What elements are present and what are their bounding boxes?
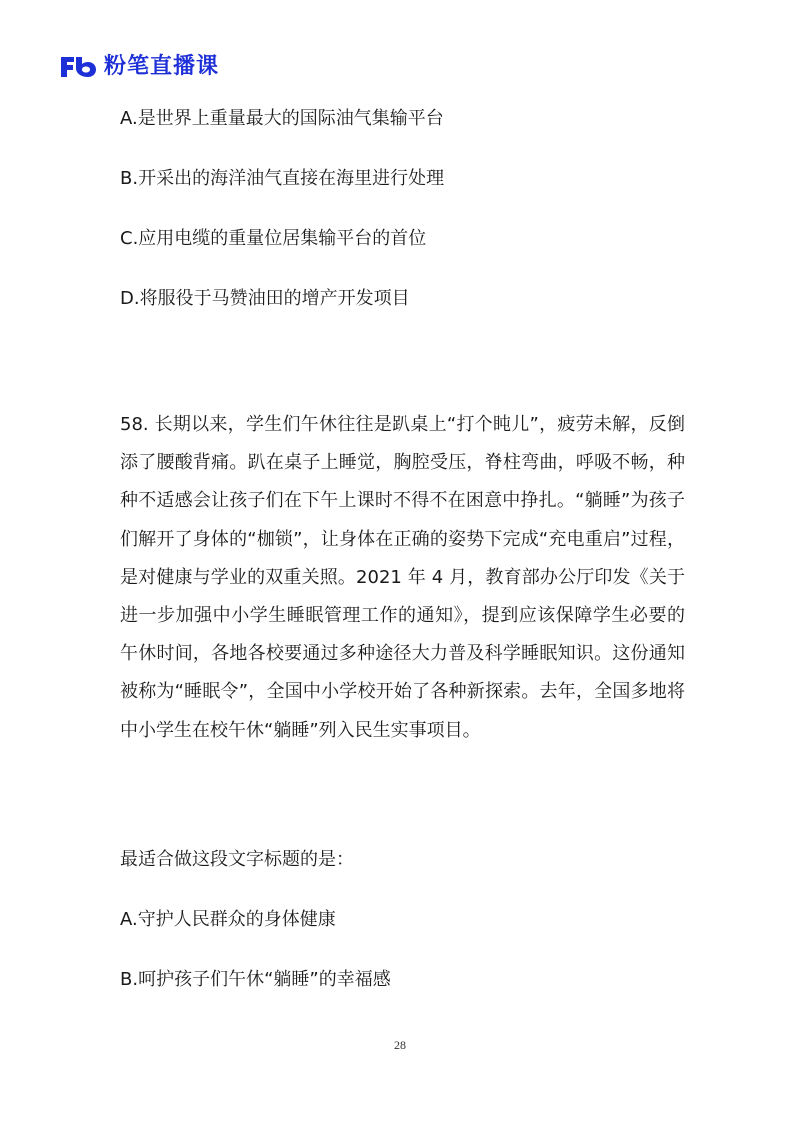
prev-option-b: B.开采出的海洋油气直接在海里进行处理 <box>120 168 445 189</box>
prev-option-c: C.应用电缆的重量位居集输平台的首位 <box>120 228 427 249</box>
option-b: B.呵护孩子们午休“躺睡”的幸福感 <box>120 969 391 990</box>
question-58-text: 58. 长期以来，学生们午休往往是趴桌上“打个盹儿”，疲劳未解，反倒添了腰酸背痛。趴在桌子上睡觉，胸腔受压，脊柱弯曲，呼吸不畅，种种不适感会让孩子们在下午上课时不得不在困意中挣扎。“躺睡”为孩子们解开了身体的“枷锁”，让身体在正确的姿势下完成“充电重启”过程，是对健康与学业的双重关照。2021 年 4 月，教育部办公厅印发《关于进一步加强中小学生睡眠管理工作的通知》，提到应该保障学生必要的午休时间，各地各校要通过多种途径大力普及科学睡眠知识。这份通知被称为“睡眠令”，全国中小学校开始了各种新探索。去年，全国多地将中小学生在校午休“躺睡”列入民生实事项目。 <box>120 414 685 741</box>
prev-option-d: D.将服役于马赞油田的增产开发项目 <box>120 288 410 309</box>
option-a: A.守护人民群众的身体健康 <box>120 909 336 930</box>
header-logo <box>58 52 219 82</box>
question-prompt: 最适合做这段文字标题的是： <box>120 849 354 870</box>
prev-option-a: A.是世界上重量最大的国际油气集输平台 <box>120 108 444 129</box>
logo-text: 粉笔直播课 <box>104 54 220 79</box>
page-number: 28 <box>394 1038 406 1052</box>
fb-logo-icon <box>58 53 98 81</box>
